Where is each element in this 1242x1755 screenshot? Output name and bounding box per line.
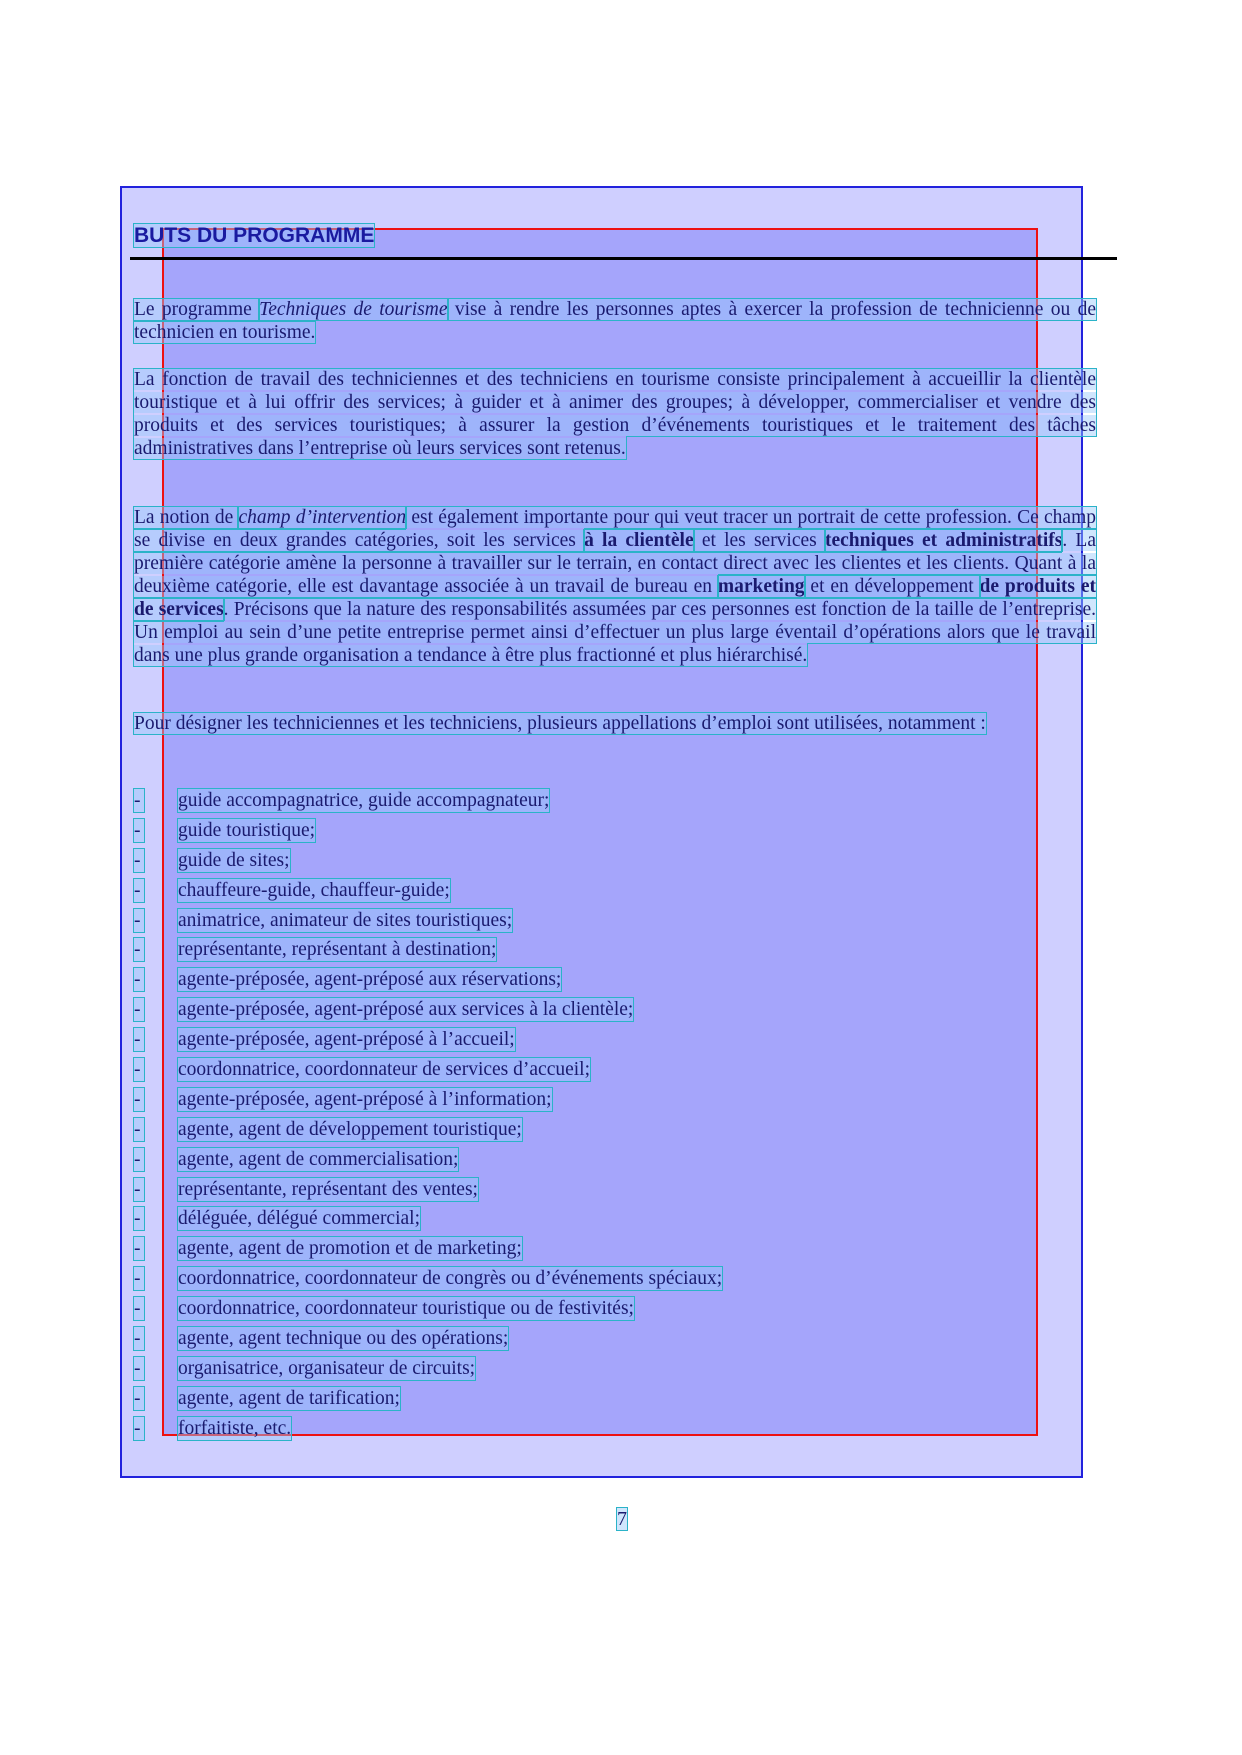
job-title-text: représentante, représentant des ventes; bbox=[178, 1178, 478, 1200]
list-dash-marker: - bbox=[134, 1267, 144, 1290]
job-title-text: agente, agent de développement touristique; bbox=[178, 1118, 522, 1140]
job-title-text: coordonnatrice, coordonnateur touristique ou de festivités; bbox=[178, 1298, 634, 1320]
list-dash-marker: - bbox=[134, 819, 144, 842]
paragraph3-run: marketing bbox=[717, 576, 805, 597]
paragraph3-run: La notion de bbox=[134, 507, 239, 528]
list-dash-marker: - bbox=[134, 1327, 144, 1350]
list-dash-marker: - bbox=[134, 938, 144, 961]
job-title-text: guide accompagnatrice, guide accompagnateur; bbox=[178, 790, 550, 811]
job-title-text: organisatrice, organisateur de circuits; bbox=[178, 1357, 476, 1379]
list-dash-marker: - bbox=[134, 1387, 144, 1410]
list-dash-marker: - bbox=[134, 1028, 144, 1051]
paragraph-1 bbox=[134, 298, 1096, 344]
paragraph2-run: La fonction de travail des techniciennes et des techniciens en tourisme consiste principalement à accueillir la clientèle touristique et à lui offrir des services; à guider et à animer des groupes; à développer, commercialiser et vendre des produits et des services touristiques; à assurer la gestion d’événements touristiques et le traitement des tâches administratives dans l’entreprise où leurs services sont retenus. bbox=[134, 369, 1096, 459]
job-title-text: agente, agent de commercialisation; bbox=[178, 1148, 459, 1170]
paragraph-3 bbox=[134, 506, 1096, 667]
list-dash-marker: - bbox=[134, 1417, 144, 1440]
list-dash-marker: - bbox=[134, 968, 144, 991]
list-dash-marker: - bbox=[134, 1058, 144, 1081]
paragraph3-run: . Précisons que la nature des responsabilités assumées par ces personnes est fonction de la taille de l’entreprise. Un emploi au sein d’une petite entreprise permet ainsi d’effectuer un plus large éventail d’opérations alors que le travail dans une plus grande organisation a tendance à être plus fractionné et plus hiérarchisé. bbox=[134, 599, 1097, 666]
job-title-text: forfaitiste, etc. bbox=[178, 1417, 292, 1439]
paragraph3-run: est également importante pour qui veut tracer un portrait de cette profession. Ce champ se divise en deux grandes catégories, soit les services bbox=[134, 507, 1096, 551]
job-title-text: agente, agent de promotion et de marketing; bbox=[178, 1238, 522, 1260]
paragraph3-run: à la clientèle bbox=[584, 530, 694, 551]
list-dash-marker: - bbox=[134, 789, 144, 812]
job-title-text: agente-préposée, agent-préposé aux réservations; bbox=[178, 969, 562, 991]
page-number bbox=[617, 1508, 627, 1530]
list-dash-marker: - bbox=[134, 909, 144, 932]
paragraph1-run: Techniques de tourisme bbox=[259, 299, 448, 320]
paragraph3-run: et en développement bbox=[804, 576, 980, 597]
job-title-text: coordonnatrice, coordonnateur de services d’accueil; bbox=[178, 1059, 591, 1081]
paragraph4-run: Pour désigner les techniciennes et les techniciens, plusieurs appellations d’emploi sont utilisées, notamment : bbox=[134, 713, 986, 734]
list-dash-marker: - bbox=[134, 1357, 144, 1380]
list-dash-marker: - bbox=[134, 1148, 144, 1171]
job-title-text: chauffeure-guide, chauffeur-guide; bbox=[178, 879, 450, 901]
section-heading bbox=[134, 224, 374, 248]
job-title-text: agente-préposée, agent-préposé aux services à la clientèle; bbox=[178, 999, 634, 1021]
job-title-text: animatrice, animateur de sites touristiques; bbox=[178, 909, 513, 931]
job-title-text: représentante, représentant à destination; bbox=[178, 939, 497, 961]
paragraph3-run: champ d’intervention bbox=[238, 507, 407, 528]
job-title-text: agente, agent technique ou des opérations; bbox=[178, 1328, 509, 1350]
paragraph-4 bbox=[134, 712, 1096, 735]
job-title-text: agente-préposée, agent-préposé à l’accueil; bbox=[178, 1029, 515, 1051]
job-title-text: agente-préposée, agent-préposé à l’information; bbox=[178, 1088, 552, 1110]
list-dash-marker: - bbox=[134, 1207, 144, 1230]
job-title-text: coordonnatrice, coordonnateur de congrès ou d’événements spéciaux; bbox=[178, 1268, 723, 1290]
paragraph3-run: techniques et administratifs bbox=[824, 530, 1063, 551]
job-title-text: guide touristique; bbox=[178, 819, 316, 841]
job-title-text: guide de sites; bbox=[178, 849, 290, 871]
list-dash-marker: - bbox=[134, 1178, 144, 1201]
paragraph3-run: de produits et de services bbox=[134, 576, 1096, 620]
page-number-text: 7 bbox=[617, 1508, 627, 1530]
list-dash-marker: - bbox=[134, 1088, 144, 1111]
heading-rule bbox=[130, 257, 1117, 260]
job-title-text: agente, agent de tarification; bbox=[178, 1387, 400, 1409]
list-dash-marker: - bbox=[134, 849, 144, 872]
list-dash-marker: - bbox=[134, 998, 144, 1021]
list-dash-marker: - bbox=[134, 879, 144, 902]
paragraph3-run: et les services bbox=[693, 530, 825, 551]
paragraph3-run: . La première catégorie amène la personne à travailler sur le terrain, en contact direct avec les clientes et les clients. Quant à la deuxième catégorie, elle est davantage associée à un travail de bureau en bbox=[134, 530, 1096, 597]
paragraph1-run: Le programme bbox=[134, 299, 260, 320]
job-title-text: déléguée, délégué commercial; bbox=[178, 1208, 420, 1230]
paragraph-2 bbox=[134, 368, 1096, 460]
section-heading-text: BUTS DU PROGRAMME bbox=[134, 224, 375, 247]
list-dash-marker: - bbox=[134, 1297, 144, 1320]
paragraph1-run: vise à rendre les personnes aptes à exercer la profession de technicienne ou de technicien en tourisme. bbox=[134, 299, 1097, 343]
list-dash-marker: - bbox=[134, 1237, 144, 1260]
list-dash-marker: - bbox=[134, 1118, 144, 1141]
